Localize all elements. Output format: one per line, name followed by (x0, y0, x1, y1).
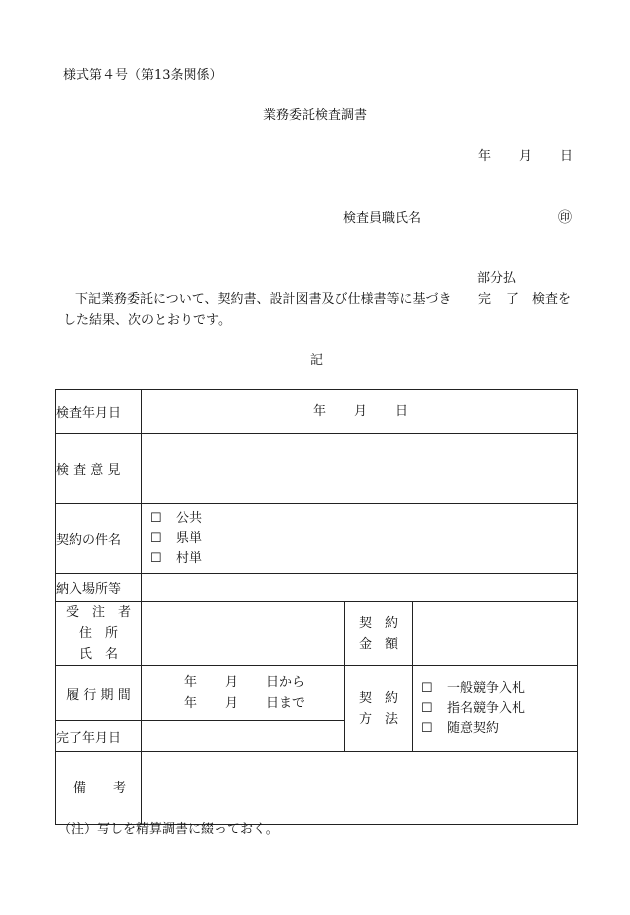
checkbox-icon: ☐ (421, 720, 433, 736)
contract-option[interactable]: ☐ 県単 (142, 529, 577, 549)
form-number: 様式第４号（第13条関係） (63, 68, 223, 83)
contract-name-value (142, 504, 578, 574)
period-row (56, 666, 578, 721)
document-title: 業務委託検査調書 (263, 108, 368, 123)
method-option[interactable]: ☐ 一般競争入札 (413, 679, 577, 699)
date-day-label: 日 (560, 149, 574, 164)
checkbox-icon: ☐ (150, 550, 162, 566)
checkbox-icon: ☐ (150, 510, 162, 526)
method-option[interactable]: ☐ 随意契約 (413, 719, 577, 739)
method-option[interactable]: ☐ 指名競争入札 (413, 699, 577, 719)
period-value[interactable]: 年 月 日から 年 月 日まで (142, 666, 345, 721)
partial-payment-label: 部分払 (477, 271, 517, 286)
inspection-date-value[interactable] (142, 390, 578, 434)
contractor-value[interactable] (142, 602, 345, 666)
inspection-date-month: 月 (354, 404, 368, 419)
date-month-label: 月 (519, 149, 533, 164)
body-line-1: 下記業務委託について、契約書、設計図書及び仕様書等に基づき (75, 292, 452, 307)
completion-label: 完了年月日 (56, 721, 142, 752)
inspection-date-day: 日 (395, 404, 409, 419)
period-from-text: 日から (266, 675, 306, 690)
checkbox-icon: ☐ (421, 700, 433, 716)
inspection-date-year: 年 (313, 404, 327, 419)
checkbox-icon: ☐ (150, 530, 162, 546)
remarks-label: 備 考 (56, 752, 142, 825)
delivery-row (56, 574, 578, 602)
checkbox-icon: ☐ (421, 680, 433, 696)
contractor-row (56, 602, 578, 666)
completion-value[interactable] (142, 721, 345, 752)
inspector-name-label: 検査員職氏名 (343, 211, 422, 226)
body-line-1-end: 検査を (532, 292, 572, 307)
body-line-2: した結果、次のとおりです。 (63, 313, 231, 328)
ki-heading: 記 (310, 353, 324, 368)
remarks-row (56, 752, 578, 825)
remarks-value[interactable] (142, 752, 578, 825)
delivery-value[interactable] (142, 574, 578, 602)
contract-amount-value[interactable] (413, 602, 578, 666)
delivery-label: 納入場所等 (56, 574, 142, 602)
contractor-label: 受 注 者 住 所 氏 名 (56, 602, 142, 666)
contract-option[interactable]: ☐ 村単 (142, 549, 577, 569)
footnote: （注）写しを精算調書に綴っておく。 (58, 822, 279, 837)
complete-char-2: 了 (506, 292, 520, 307)
period-label: 履 行 期 間 (56, 666, 142, 721)
period-to-text: 日まで (266, 696, 306, 711)
inspection-form-table (55, 389, 578, 825)
contract-name-label: 契約の件名 (56, 504, 142, 574)
complete-char-1: 完 (478, 292, 492, 307)
opinion-value[interactable] (142, 434, 578, 504)
contract-option[interactable]: ☐ 公共 (142, 509, 577, 529)
opinion-label: 検 査 意 見 (56, 434, 142, 504)
contract-method-value (413, 666, 578, 752)
contract-amount-label: 契 約 金 額 (345, 602, 413, 666)
contract-name-row (56, 504, 578, 574)
inspection-date-row (56, 390, 578, 434)
seal-mark: ㊞ (558, 210, 572, 226)
inspection-date-label: 検査年月日 (56, 390, 142, 434)
date-year-label: 年 (478, 149, 492, 164)
opinion-row (56, 434, 578, 504)
contract-method-label: 契 約 方 法 (345, 666, 413, 752)
